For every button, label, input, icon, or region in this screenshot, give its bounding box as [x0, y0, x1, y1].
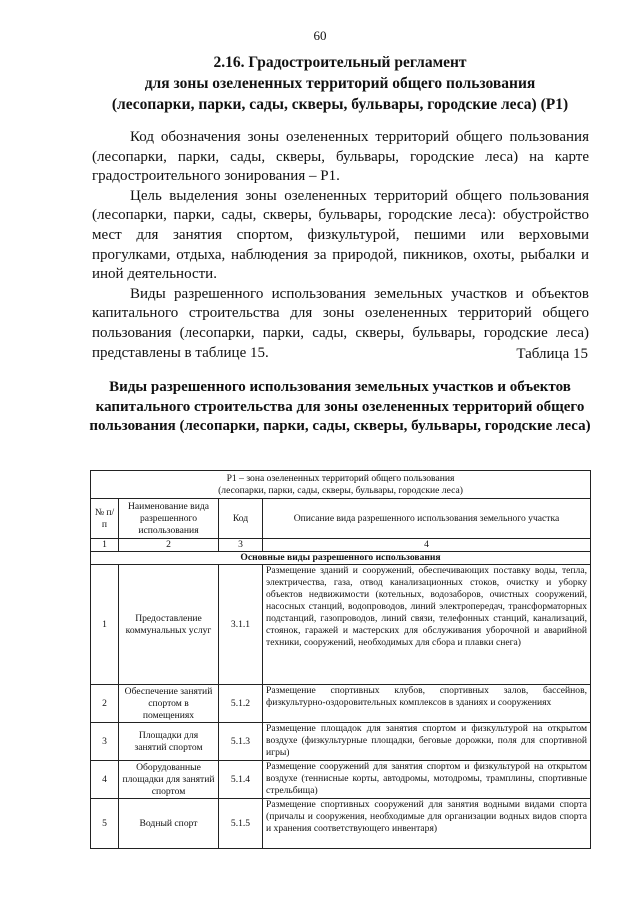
- table-row: [91, 685, 591, 723]
- row-code: 5.1.2: [219, 685, 263, 723]
- index-cell: 3: [219, 539, 263, 552]
- row-description: Размещение зданий и сооружений, обеспечивающих поставку воды, тепла, электричества, газа, отвод канализационных стоков, очистку и уборку объектов недвижимости (котельных, водозаборов, очистных сооружений, насосных станций, водопроводов, линий электропередач, трансформаторных подстанций, газопроводов, линий связи, телефонных станций, канализаций, стоянок, гаражей и мастерских для обслуживания уборочной и аварийной техники, сооружений, необходимых для сбора и плавки снега): [263, 565, 591, 685]
- row-code: 3.1.1: [219, 565, 263, 685]
- column-header-row: [91, 499, 591, 539]
- index-cell: 4: [263, 539, 591, 552]
- table-caption: Таблица 15: [516, 346, 588, 362]
- section-heading: Основные виды разрешенного использования: [91, 552, 591, 565]
- column-header-number: № п/п: [91, 499, 119, 539]
- index-cell: 2: [119, 539, 219, 552]
- row-name: Обеспечение занятий спортом в помещениях: [119, 685, 219, 723]
- section-title: [60, 52, 620, 115]
- table-row: [91, 761, 591, 799]
- section-title-line: 2.16. Градостроительный регламент: [213, 54, 467, 71]
- row-name: Оборудованные площадки для занятий спортом: [119, 761, 219, 799]
- row-code: 5.1.3: [219, 723, 263, 761]
- page-number: 60: [313, 28, 327, 43]
- section-title-line: для зоны озелененных территорий общего пользования: [144, 75, 536, 92]
- row-name: Водный спорт: [119, 799, 219, 849]
- table-row: [91, 723, 591, 761]
- column-header-description: Описание вида разрешенного использования земельного участка: [263, 499, 591, 539]
- body-text: [92, 128, 589, 363]
- row-code: 5.1.5: [219, 799, 263, 849]
- zone-header-line: (лесопарки, парки, сады, скверы, бульвары, городские леса): [218, 484, 463, 496]
- row-number: 2: [91, 685, 119, 723]
- paragraph: Виды разрешенного использования земельных участков и объектов капитального строительства для зоны озелененных территорий общего пользования (лесопарки, парки, сады, скверы, бульвары, городские леса) представлены в таблице 15.: [92, 285, 589, 361]
- table-row: [91, 565, 591, 685]
- section-row: [91, 552, 591, 565]
- table-row: [91, 799, 591, 849]
- column-header-code: Код: [219, 499, 263, 539]
- row-number: 4: [91, 761, 119, 799]
- zone-header-line: Р1 – зона озелененных территорий общего пользования: [226, 472, 455, 484]
- paragraph: Код обозначения зоны озелененных территорий общего пользования (лесопарки, парки, сады, скверы, бульвары, городские леса) на карте градостроительного зонирования – Р1.: [92, 129, 589, 185]
- zone-header-cell: [91, 471, 591, 499]
- index-cell: 1: [91, 539, 119, 552]
- regulation-table: [90, 470, 591, 849]
- column-header-name: Наименование вида разрешенного использования: [119, 499, 219, 539]
- row-name: Предоставление коммунальных услуг: [119, 565, 219, 685]
- row-name: Площадки для занятий спортом: [119, 723, 219, 761]
- index-row: [91, 539, 591, 552]
- row-description: Размещение площадок для занятия спортом и физкультурой на открытом воздухе (физкультурные площадки, беговые дорожки, поля для спортивной игры): [263, 723, 591, 761]
- row-description: Размещение спортивных клубов, спортивных залов, бассейнов, физкультурно-оздоровительных комплексов в зданиях и сооружениях: [263, 685, 591, 723]
- row-description: Размещение спортивных сооружений для занятия водными видами спорта (причалы и сооружения, необходимые для организации водных видов спорта и хранения соответствующего инвентаря): [263, 799, 591, 849]
- row-code: 5.1.4: [219, 761, 263, 799]
- row-number: 1: [91, 565, 119, 685]
- section-title-line: (лесопарки, парки, сады, скверы, бульвары, городские леса) (Р1): [111, 96, 569, 113]
- row-description: Размещение сооружений для занятия спортом и физкультурой на открытом воздухе (теннисные корты, автодромы, мотодромы, трамплины, спортивные стрельбища): [263, 761, 591, 799]
- table-title: Виды разрешенного использования земельных участков и объектов капитального строительства для зоны озелененных территорий общего пользования (лесопарки, парки, сады, скверы, бульвары, городские леса): [89, 379, 591, 435]
- zone-header-row: [91, 471, 591, 499]
- row-number: 5: [91, 799, 119, 849]
- paragraph: Цель выделения зоны озелененных территорий общего пользования (лесопарки, парки, сады, скверы, бульвары, городские леса): обустройство мест для занятия спортом, физкультурой, пешими или верховыми прогулками, отдыха, наблюдения за природой, пикников, охоты, рыбалки и иной деятельности.: [92, 187, 589, 283]
- row-number: 3: [91, 723, 119, 761]
